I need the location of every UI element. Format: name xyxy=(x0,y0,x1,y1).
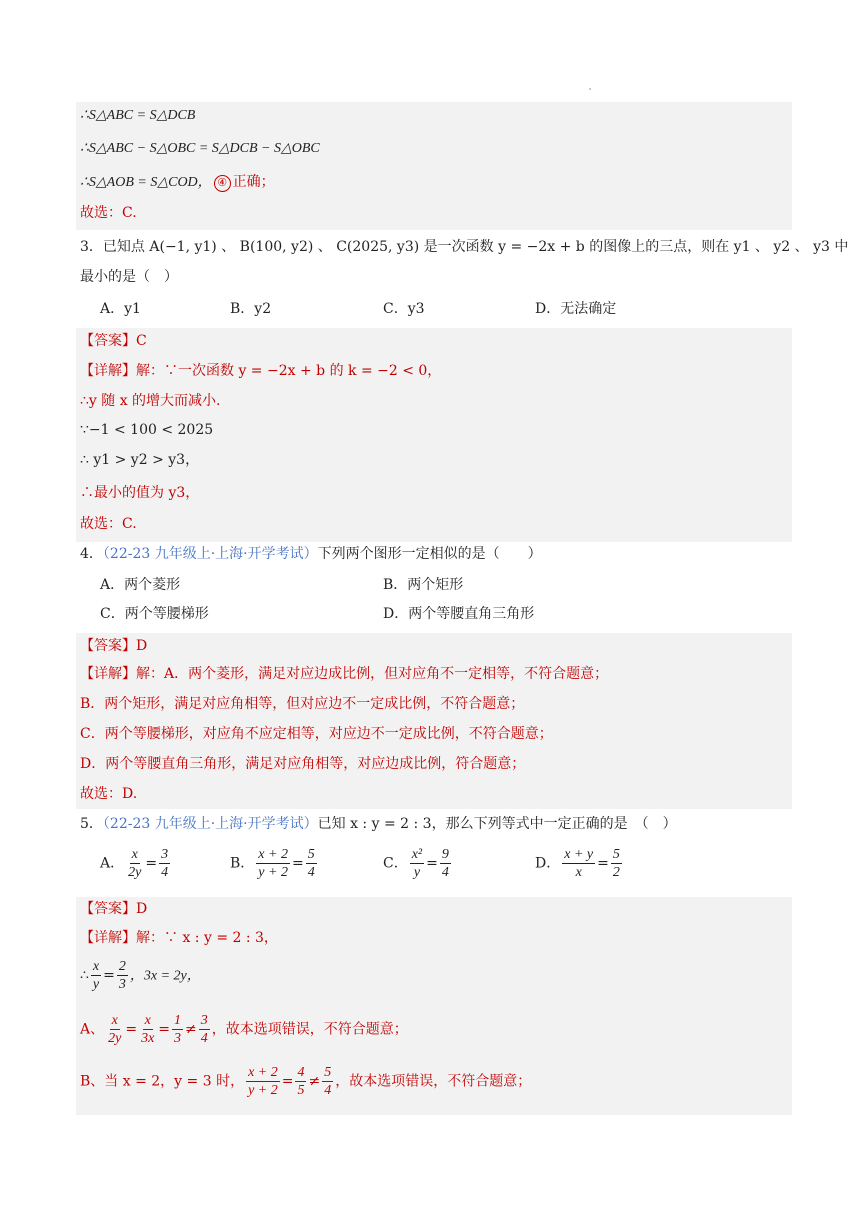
q2-line-3-math: ∴S△AOB = S△COD， xyxy=(80,175,212,190)
q5-source: （22-23 九年级上·上海·开学考试） xyxy=(102,816,318,832)
q5-option-d: D． $\frac{x + y}{x}$ = $\frac{5}{2}$ xyxy=(535,847,620,880)
q5-option-c: C． $\frac{\text{x²}}{y}$ = $\frac{9}{4}$ xyxy=(383,847,449,880)
q3-answer: 【答案】C xyxy=(80,333,147,349)
q5-option-b-label: B． xyxy=(230,855,255,872)
q3-option-b: B．y2 xyxy=(230,301,272,317)
q5-detail-1: 【详解】解：∵ x : y = 2 : 3， xyxy=(80,930,278,946)
q4-option-b: B．两个矩形 xyxy=(383,577,464,593)
q5-option-c-label: C． xyxy=(383,855,408,872)
q5-detail-a-text: ，故本选项错误，不符合题意； xyxy=(211,1021,408,1038)
q3-stem-line-1 xyxy=(80,237,848,257)
q3-detail-6: 故选：C. xyxy=(80,516,137,532)
q3-stem-text: 已知点 A(−1, y1) 、 B(100, y2) 、 C(2025, y3) 是一次函数 y = −2x + b 的图像上的三点，则在 y1 、 y2 、 y3 中 xyxy=(102,239,849,255)
q5-option-d-label: D． xyxy=(535,855,561,872)
frac-numerator: x xyxy=(131,847,138,862)
q5-stem xyxy=(80,814,677,834)
frac-denominator: y + 2 xyxy=(258,865,288,880)
q2-line-3 xyxy=(80,172,275,193)
q4-stem-text: 下列两个图形一定相似的是（ ） xyxy=(317,546,542,562)
frac-numerator: 5 xyxy=(612,847,620,862)
q5-detail-b-start: B、当 x = 2，y = 3 时， xyxy=(80,1073,245,1090)
q5-option-a-label: A． xyxy=(100,855,125,872)
q4-option-a: A．两个菱形 xyxy=(100,577,181,593)
q4-detail-2: B．两个矩形，满足对应角相等，但对应边不一定成比例，不符合题意； xyxy=(80,696,525,712)
q3-option-c: C．y3 xyxy=(383,301,425,317)
q4-option-d: D．两个等腰直角三角形 xyxy=(383,606,535,622)
q3-option-a: A．y1 xyxy=(100,301,141,317)
frac-denominator: 4 xyxy=(307,865,315,880)
q3-detail-3: ∵−1 < 100 < 2025 xyxy=(80,422,214,438)
q3-number: 3． xyxy=(80,239,103,255)
q4-stem xyxy=(80,544,542,564)
q2-line-1: ∴S△ABC = S△DCB xyxy=(80,108,196,123)
q2-line-3-text: 正确； xyxy=(232,174,275,190)
q5-option-a: A． $\frac{x}{2y}$ = $\frac{3}{4}$ xyxy=(100,847,169,880)
frac-denominator: 4 xyxy=(161,865,169,880)
frac-numerator: x + 2 xyxy=(258,847,288,862)
frac-numerator: 3 xyxy=(161,847,169,862)
q3-detail-5: ∴最小的值为 y3， xyxy=(80,485,200,501)
q2-choice: 故选：C. xyxy=(80,205,137,221)
q5-detail-b-text: ，故本选项错误，不符合题意； xyxy=(335,1073,532,1090)
q3-detail-1: 【详解】解：∵一次函数 y = −2x + b 的 k = −2 < 0， xyxy=(80,363,442,379)
q4-detail-3: C．两个等腰梯形，对应角不应定相等，对应边不一定成比例，不符合题意； xyxy=(80,726,553,742)
frac-numerator: x² xyxy=(411,847,423,862)
q4-detail-1: 【详解】解：A．两个菱形，满足对应边成比例，但对应角不一定相等，不符合题意； xyxy=(80,666,609,682)
circled-four-mark: ④ xyxy=(214,175,231,192)
q4-answer: 【答案】D xyxy=(80,638,148,654)
page-mark xyxy=(589,88,591,90)
q4-solution-block xyxy=(76,633,792,809)
q5-number: 5． xyxy=(80,816,103,832)
q2-line-2: ∴S△ABC − S△OBC = S△DCB − S△OBC xyxy=(80,141,320,156)
q5-stem-text: 已知 x : y = 2 : 3，那么下列等式中一定正确的是 （ ） xyxy=(317,816,677,832)
q5-answer: 【答案】D xyxy=(80,901,148,917)
q3-detail-2: ∴y 随 x 的增大而减小. xyxy=(80,393,221,409)
frac-denominator: 2y xyxy=(128,865,142,880)
q4-source: （22-23 九年级上·上海·开学考试） xyxy=(102,546,318,562)
frac-denominator: 4 xyxy=(441,865,449,880)
q3-stem-line-2: 最小的是（ ） xyxy=(80,269,178,285)
frac-numerator: x + y xyxy=(564,847,594,862)
q5-detail-a: A、 $\frac{x}{2y}$ = $\frac{x}{3x}$ = $\frac{1}{3}$ ≠ $\frac{3}{4}$ ，故本选项错误，不符合题意； xyxy=(80,1013,408,1046)
q4-number: 4． xyxy=(80,546,103,562)
frac-denominator: 2 xyxy=(612,865,620,880)
q4-detail-5: 故选：D. xyxy=(80,786,138,802)
frac-numerator: 5 xyxy=(307,847,315,862)
q3-option-d: D．无法确定 xyxy=(535,301,617,317)
q5-detail-b: B、当 x = 2，y = 3 时， $\frac{x + 2}{y + 2}$ = $\frac{4}{5}$ ≠ $\frac{5}{4}$ ，故本选项错误，不符合题意； xyxy=(80,1065,532,1098)
q5-detail-2: ∴ $\frac{x}{y}$ = $\frac{2}{3}$ ，3x = 2y， xyxy=(80,959,201,992)
q4-detail-4: D．两个等腰直角三角形，满足对应角相等，对应边成比例，符合题意； xyxy=(80,756,526,772)
frac-denominator: y xyxy=(413,865,421,880)
q5-detail-2-text: ，3x = 2y， xyxy=(129,968,201,984)
frac-denominator: x xyxy=(575,865,582,880)
q5-option-b: B． $\frac{x + 2}{y + 2}$ = $\frac{5}{4}$ xyxy=(230,847,315,880)
q3-detail-4: ∴ y1 > y2 > y3， xyxy=(80,452,200,468)
q4-option-c: C．两个等腰梯形 xyxy=(100,606,209,622)
frac-numerator: 9 xyxy=(441,847,449,862)
